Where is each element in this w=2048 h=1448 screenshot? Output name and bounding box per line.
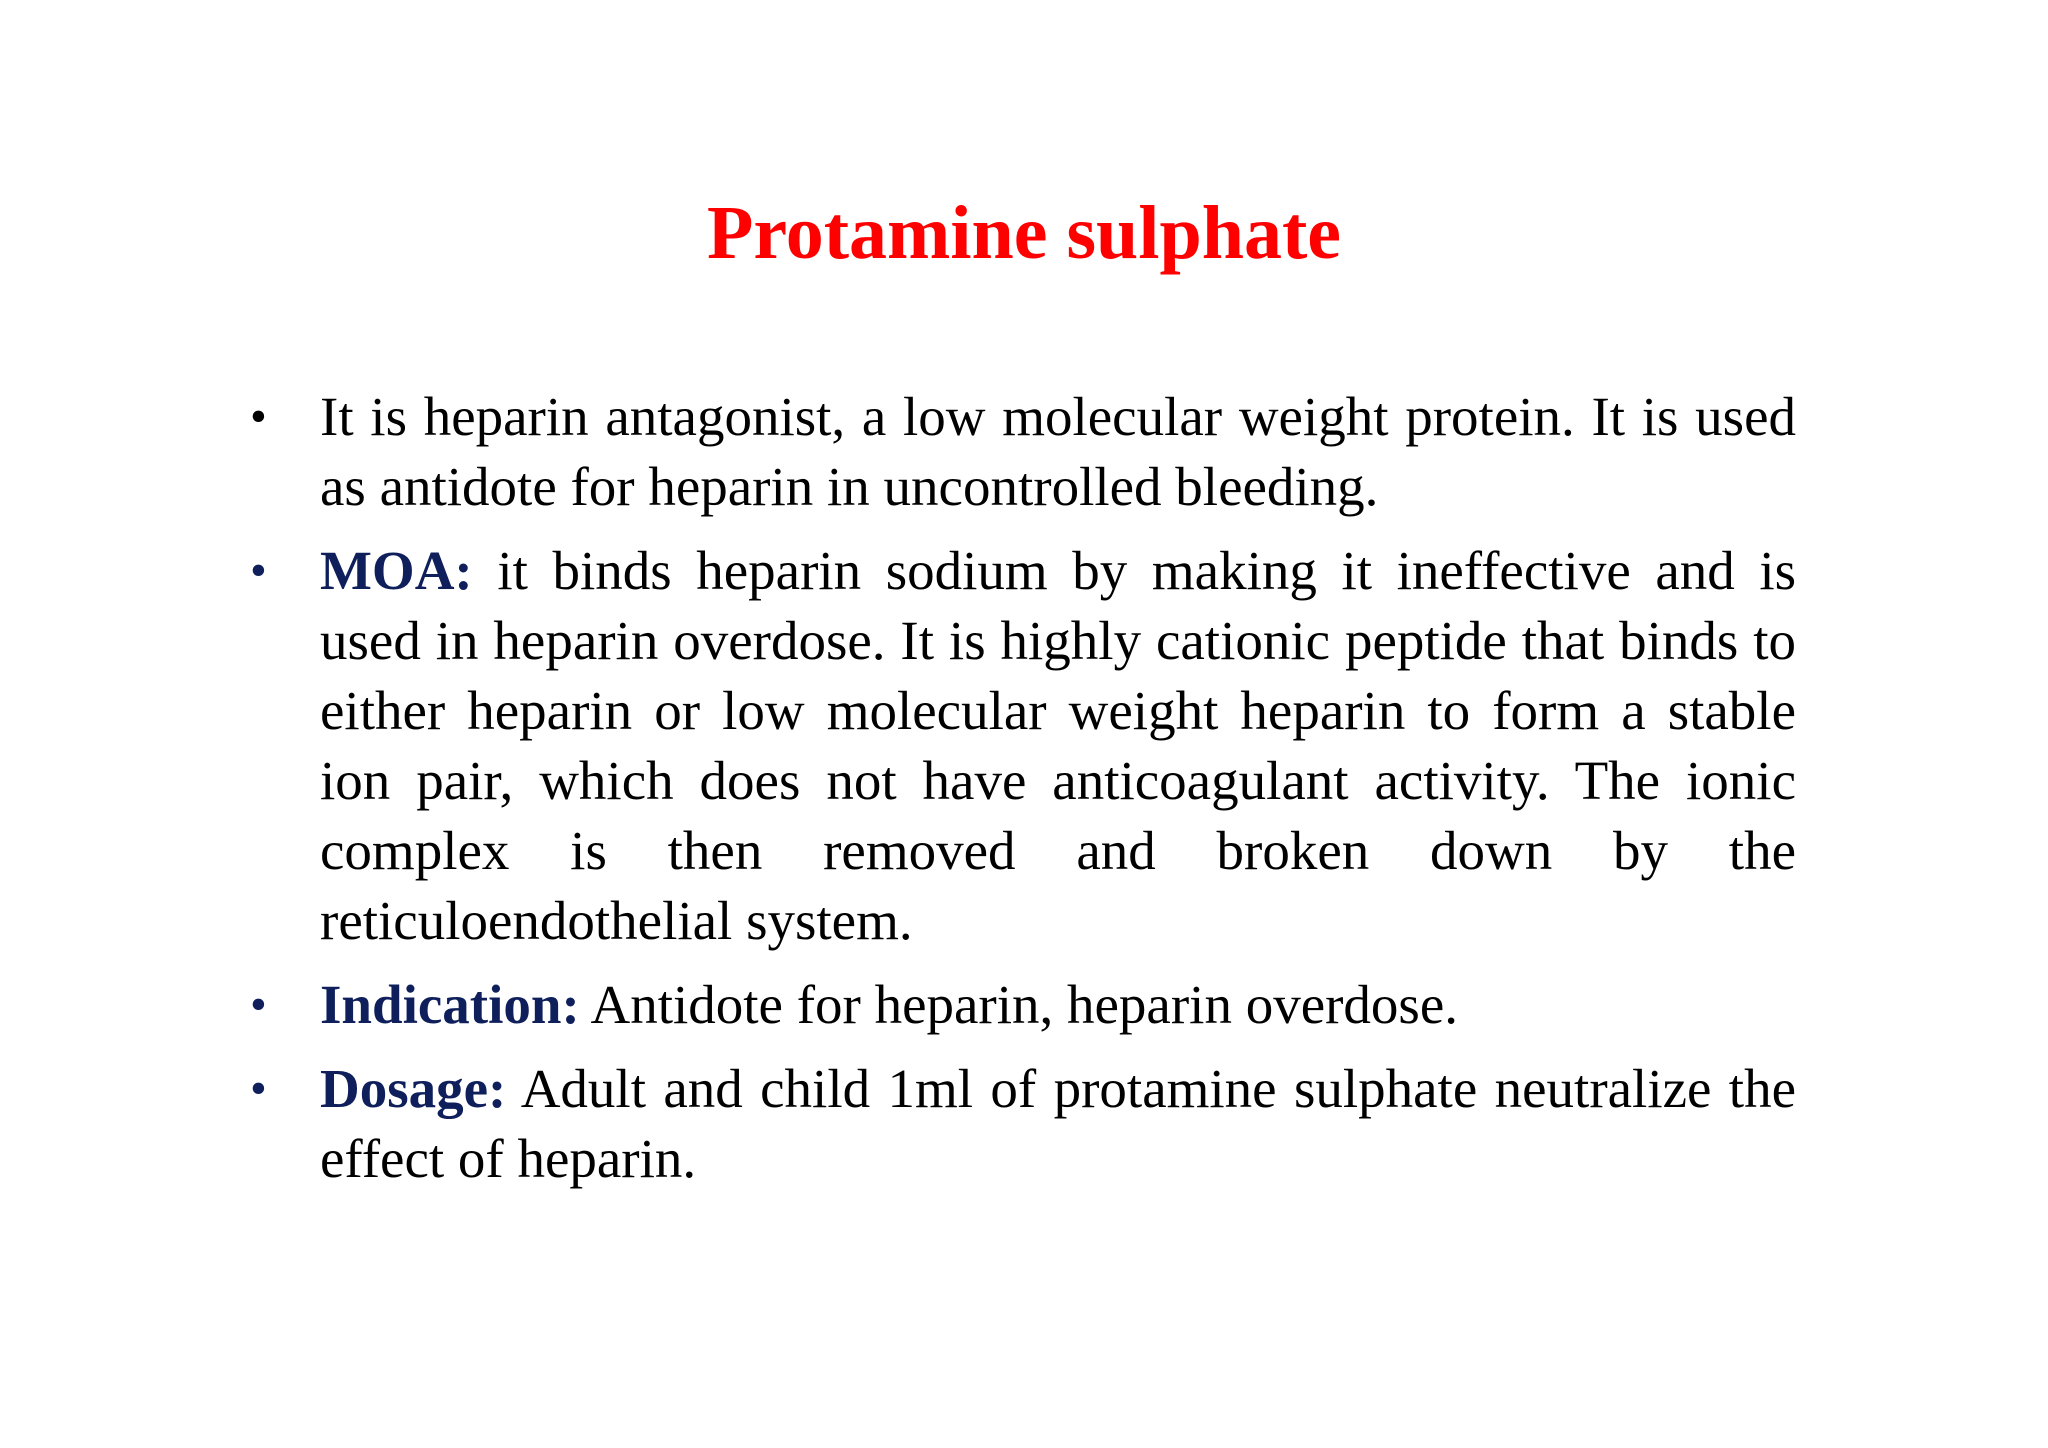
- bullet-icon: •: [250, 1062, 267, 1115]
- bullet-icon: •: [250, 978, 267, 1031]
- bullet-text: Antidote for heparin, heparin overdose.: [579, 974, 1458, 1035]
- bullet-icon: •: [250, 544, 267, 597]
- bullet-list: [240, 382, 1796, 1208]
- bullet-term: Dosage:: [320, 1058, 507, 1119]
- bullet-text: It is heparin antagonist, a low molecular weight protein. It is used as antidote for heparin in uncontrolled bleeding.: [320, 386, 1796, 517]
- bullet-text: Adult and child 1ml of protamine sulphate neutralize the effect of heparin.: [320, 1058, 1796, 1189]
- bullet-item-dosage: [240, 1054, 1796, 1194]
- bullet-term: Indication:: [320, 974, 580, 1035]
- slide-title: Protamine sulphate: [706, 191, 1342, 275]
- bullet-item-description: [240, 382, 1796, 522]
- bullet-term: MOA:: [320, 540, 473, 601]
- bullet-text: it binds heparin sodium by making it ineffective and is used in heparin overdose. It is highly cationic peptide that binds to either heparin or low molecular weight heparin to form a stable ion pair, which does not have anticoagulant activity. The ionic complex is then removed and broken down by the reticuloendothelial system.: [320, 540, 1796, 951]
- bullet-icon: •: [250, 390, 267, 443]
- bullet-item-moa: [240, 536, 1796, 956]
- bullet-item-indication: [240, 970, 1796, 1040]
